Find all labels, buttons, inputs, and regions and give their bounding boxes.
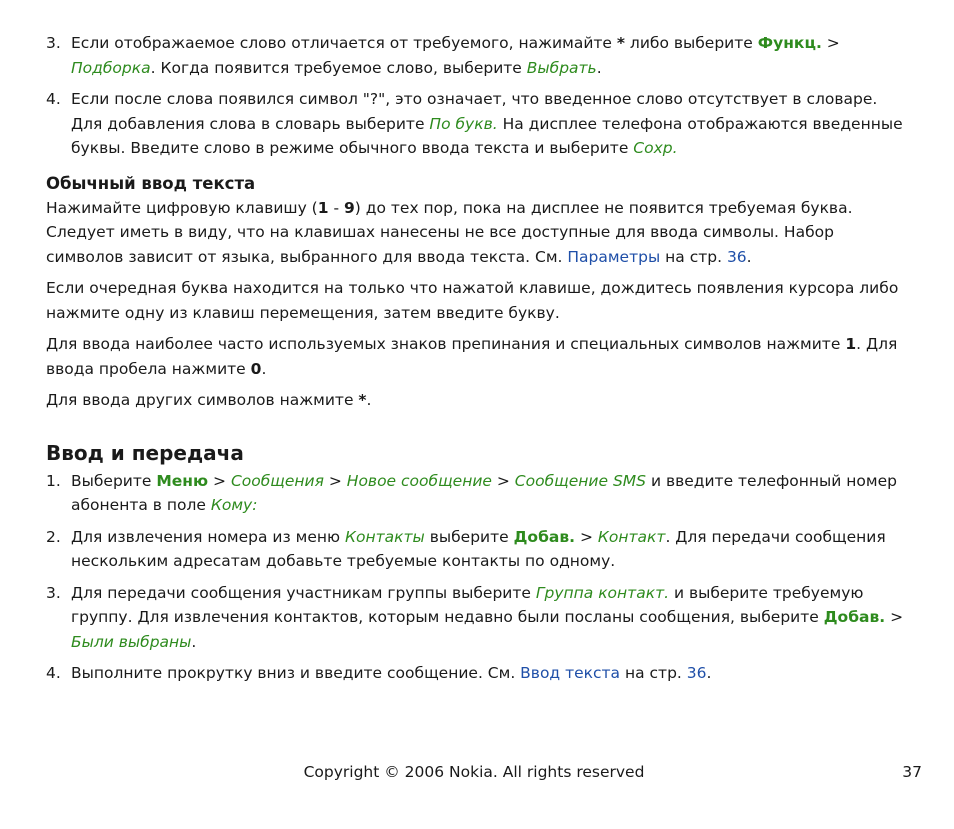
paragraph: Нажимайте цифровую клавишу (1 - 9) до тех пор, пока на дисплее не появится требуемая буква. Следует иметь в виду, что на клавишах нанесены не все доступные для ввода символы. Набор символов зависит от языка, выбранного для ввода текста. См. Параметры на стр. 36. xyxy=(46,198,853,266)
list-item: 4. Выполните прокрутку вниз и введите сообщение. См. Ввод текста на стр. 36. xyxy=(46,661,908,686)
menu-option: По букв. xyxy=(429,114,498,133)
page-footer xyxy=(0,760,954,784)
menu-option: Группа контакт. xyxy=(535,583,670,602)
list-item: 2. Для извлечения номера из меню Контакты выберите Добав. > Контакт. Для передачи сообщения нескольким адресатам добавьте требуемые контакты по одному. xyxy=(46,525,908,574)
paragraph: Для ввода наиболее часто используемых знаков препинания и специальных символов нажмите 1. Для ввода пробела нажмите 0. xyxy=(46,335,898,378)
list-number: 4. xyxy=(46,90,61,108)
list-number: 2. xyxy=(46,527,61,546)
menu-option: Сообщение SMS xyxy=(514,471,647,490)
menu-option: Выбрать xyxy=(526,58,597,77)
list-item: 3. Если отображаемое слово отличается от требуемого, нажимайте * либо выберите Функц. > Подборка. Когда появится требуемое слово, выберите Выбрать. xyxy=(46,31,908,80)
list-item: 1. Выберите Меню > Сообщения > Новое сообщение > Сообщение SMS и введите телефонный номер абонента в поле Кому: xyxy=(46,469,908,518)
menu-option: Контакт xyxy=(597,527,666,546)
text-input-link[interactable]: Ввод текста xyxy=(520,664,621,682)
settings-link[interactable]: Параметры xyxy=(567,247,661,266)
list-number: 3. xyxy=(46,583,61,602)
section-heading: Обычный ввод текста xyxy=(46,173,256,193)
paragraph: Для ввода других символов нажмите *. xyxy=(46,391,372,409)
list-item: 4. Если после слова появился символ "?", это означает, что введенное слово отсутствует в словаре. Для добавления слова в словарь выберите По букв. На дисплее телефона отображаются введенные буквы. Введите слово в режиме обычного ввода текста и выберите Сохр. xyxy=(46,87,908,161)
list-number: 4. xyxy=(46,664,61,682)
menu-command: Меню xyxy=(156,471,209,490)
menu-command: Добав. xyxy=(823,608,886,626)
menu-option: Были выбраны xyxy=(71,632,192,651)
page-number: 37 xyxy=(902,763,922,781)
page-link[interactable]: 36 xyxy=(726,247,747,266)
menu-option: Контакты xyxy=(345,527,425,546)
page-content xyxy=(46,31,908,686)
page-link[interactable]: 36 xyxy=(686,664,707,682)
section-heading: Ввод и передача xyxy=(46,440,244,465)
menu-option: Новое сообщение xyxy=(346,471,492,490)
menu-command: Функц. xyxy=(757,34,822,52)
list-item: 3. Для передачи сообщения участникам группы выберите Группа контакт. и выберите требуемую группу. Для извлечения контактов, которым недавно были посланы сообщения, выберите Добав. > Были выбраны. xyxy=(46,581,908,655)
menu-command: Добав. xyxy=(513,527,576,546)
paragraph: Если очередная буква находится на только что нажатой клавише, дождитесь появления курсора либо нажмите одну из клавиш перемещения, затем введите букву. xyxy=(46,279,899,322)
menu-option: Подборка xyxy=(71,58,151,77)
menu-option: Сохр. xyxy=(633,139,678,157)
menu-option: Кому: xyxy=(210,496,258,514)
list-number: 1. xyxy=(46,471,61,490)
list-number: 3. xyxy=(46,34,61,52)
copyright-text: Copyright © 2006 Nokia. All rights reserved xyxy=(303,763,645,781)
menu-option: Сообщения xyxy=(230,471,324,490)
